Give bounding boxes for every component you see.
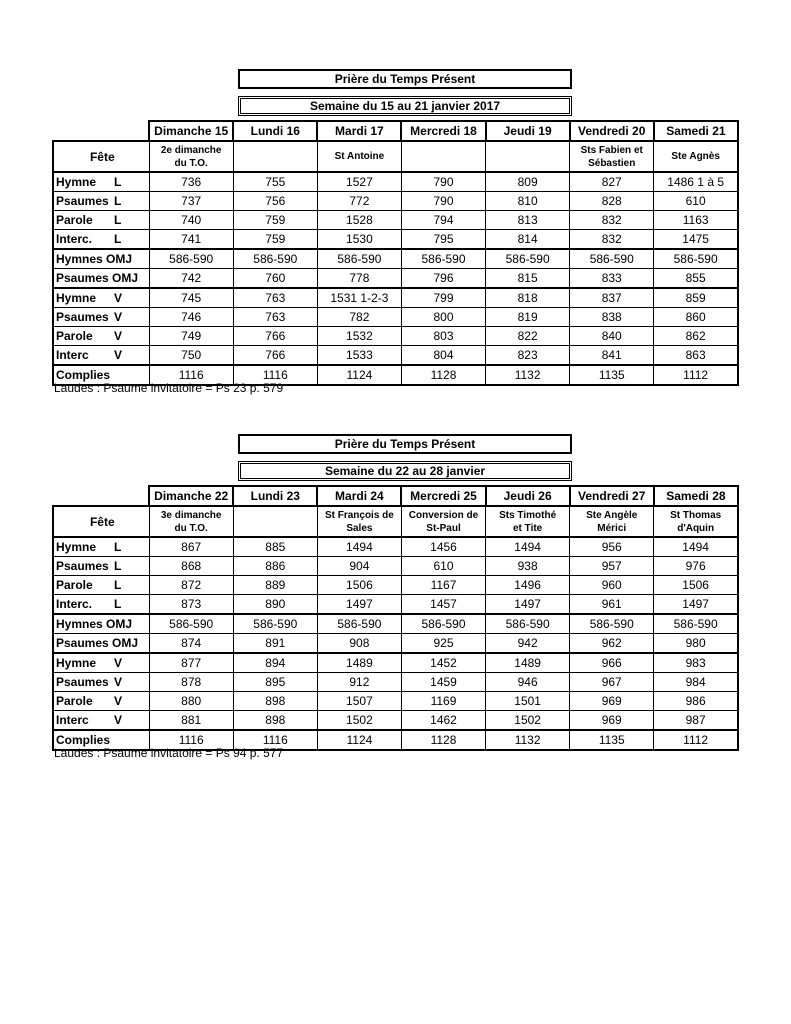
fete-cell bbox=[570, 506, 654, 537]
row-label bbox=[53, 211, 149, 230]
day-header: Vendredi 27 bbox=[570, 486, 654, 506]
page-cell: 894 bbox=[233, 653, 317, 673]
fete-line: St Antoine bbox=[334, 151, 385, 162]
page-cell: 1459 bbox=[401, 673, 485, 692]
table-row bbox=[53, 288, 738, 308]
page-cell: 586-590 bbox=[317, 249, 401, 269]
page-cell: 1128 bbox=[401, 365, 485, 385]
page-cell: 586-590 bbox=[401, 614, 485, 634]
page-cell: 772 bbox=[317, 192, 401, 211]
page-cell: 1167 bbox=[401, 576, 485, 595]
fete-label: Fête bbox=[53, 141, 149, 172]
row-label bbox=[53, 634, 149, 654]
footer-note: Laudes : Psaume invitatoire = Ps 23 p. 579 bbox=[54, 381, 284, 395]
schedule-table bbox=[52, 485, 739, 751]
row-label-name: Hymnes OMJ bbox=[56, 617, 133, 631]
page-cell: 1163 bbox=[654, 211, 738, 230]
row-label-office: V bbox=[114, 348, 123, 362]
page-cell: 862 bbox=[654, 327, 738, 346]
page-cell: 1486 1 à 5 bbox=[654, 172, 738, 192]
page-cell: 795 bbox=[401, 230, 485, 250]
table-row bbox=[53, 595, 738, 615]
page-cell: 745 bbox=[149, 288, 233, 308]
fete-cell bbox=[317, 141, 401, 172]
page-cell: 863 bbox=[654, 346, 738, 366]
fete-cell bbox=[401, 141, 485, 172]
row-label-name: Interc. bbox=[56, 232, 93, 246]
day-header: Mercredi 18 bbox=[401, 121, 485, 141]
row-label-office: L bbox=[114, 559, 122, 573]
page-cell: 1497 bbox=[654, 595, 738, 615]
page-cell: 1457 bbox=[401, 595, 485, 615]
row-label-name: Hymne bbox=[56, 656, 97, 670]
fete-cell bbox=[401, 506, 485, 537]
page-cell: 1532 bbox=[317, 327, 401, 346]
row-label-name: Psaumes bbox=[56, 675, 109, 689]
fete-cell bbox=[233, 506, 317, 537]
fete-row bbox=[53, 141, 738, 172]
page-cell: 809 bbox=[486, 172, 570, 192]
page-cell: 1496 bbox=[486, 576, 570, 595]
row-label bbox=[53, 557, 149, 576]
page-cell: 983 bbox=[654, 653, 738, 673]
row-label-name: Complies bbox=[56, 733, 111, 747]
page-cell: 891 bbox=[233, 634, 317, 654]
table-row bbox=[53, 230, 738, 250]
page-cell: 755 bbox=[233, 172, 317, 192]
page-cell: 1124 bbox=[317, 730, 401, 750]
page-cell: 1116 bbox=[149, 365, 233, 385]
page-cell: 782 bbox=[317, 308, 401, 327]
day-header: Jeudi 26 bbox=[486, 486, 570, 506]
table-row bbox=[53, 711, 738, 731]
page-cell: 1506 bbox=[317, 576, 401, 595]
page-cell: 881 bbox=[149, 711, 233, 731]
row-label bbox=[53, 308, 149, 327]
page-cell: 822 bbox=[486, 327, 570, 346]
page-cell: 976 bbox=[654, 557, 738, 576]
fete-cell bbox=[654, 506, 738, 537]
row-label-name: Psaumes bbox=[56, 310, 109, 324]
table-row bbox=[53, 692, 738, 711]
fete-line: et Tite bbox=[512, 522, 543, 534]
row-label-office: L bbox=[114, 232, 122, 246]
day-header: Samedi 21 bbox=[654, 121, 738, 141]
page-cell: 800 bbox=[401, 308, 485, 327]
table-row bbox=[53, 634, 738, 654]
page-cell: 980 bbox=[654, 634, 738, 654]
row-label-name: Parole bbox=[56, 213, 93, 227]
fete-cell bbox=[486, 141, 570, 172]
page-cell: 986 bbox=[654, 692, 738, 711]
table-row bbox=[53, 172, 738, 192]
page-cell: 1135 bbox=[570, 730, 654, 750]
page-cell: 763 bbox=[233, 288, 317, 308]
page-cell: 1169 bbox=[401, 692, 485, 711]
fete-line: Ste Agnès bbox=[671, 151, 720, 162]
page-cell: 962 bbox=[570, 634, 654, 654]
row-label-name: Interc bbox=[56, 348, 89, 362]
row-label bbox=[53, 537, 149, 557]
schedule-table bbox=[52, 120, 739, 386]
block-title: Prière du Temps Présent bbox=[238, 69, 572, 89]
page-cell: 880 bbox=[149, 692, 233, 711]
row-label-name: Psaumes OMJ bbox=[56, 271, 139, 285]
fete-line: St Thomas bbox=[670, 509, 722, 521]
page-cell: 960 bbox=[570, 576, 654, 595]
page-cell: 796 bbox=[401, 269, 485, 289]
page-cell: 1530 bbox=[317, 230, 401, 250]
page-cell: 961 bbox=[570, 595, 654, 615]
page-cell: 586-590 bbox=[401, 249, 485, 269]
day-header: Vendredi 20 bbox=[570, 121, 654, 141]
row-label bbox=[53, 576, 149, 595]
page-cell: 746 bbox=[149, 308, 233, 327]
row-label bbox=[53, 269, 149, 289]
fete-row bbox=[53, 506, 738, 537]
page-cell: 1489 bbox=[486, 653, 570, 673]
row-label-name: Psaumes bbox=[56, 194, 109, 208]
page-cell: 890 bbox=[233, 595, 317, 615]
page-cell: 1502 bbox=[486, 711, 570, 731]
page-cell: 586-590 bbox=[570, 614, 654, 634]
page-cell: 1128 bbox=[401, 730, 485, 750]
page-cell: 877 bbox=[149, 653, 233, 673]
page-cell: 872 bbox=[149, 576, 233, 595]
page-cell: 912 bbox=[317, 673, 401, 692]
row-label bbox=[53, 673, 149, 692]
header-corner bbox=[53, 121, 149, 141]
row-label-office: V bbox=[114, 310, 123, 324]
page-cell: 878 bbox=[149, 673, 233, 692]
page-cell: 860 bbox=[654, 308, 738, 327]
page-cell: 1502 bbox=[317, 711, 401, 731]
page-cell: 925 bbox=[401, 634, 485, 654]
page-cell: 838 bbox=[570, 308, 654, 327]
fete-cell bbox=[233, 141, 317, 172]
page-cell: 760 bbox=[233, 269, 317, 289]
row-label-name: Hymne bbox=[56, 175, 97, 189]
page-cell: 586-590 bbox=[654, 249, 738, 269]
fete-line: Sébastien bbox=[588, 157, 636, 169]
row-label-office: L bbox=[114, 213, 122, 227]
table-row bbox=[53, 211, 738, 230]
table-row bbox=[53, 269, 738, 289]
page-cell: 586-590 bbox=[233, 614, 317, 634]
page-cell: 873 bbox=[149, 595, 233, 615]
page-cell: 868 bbox=[149, 557, 233, 576]
page-cell: 610 bbox=[401, 557, 485, 576]
page-cell: 586-590 bbox=[486, 249, 570, 269]
page-cell: 895 bbox=[233, 673, 317, 692]
row-label-office: V bbox=[114, 656, 123, 670]
page-cell: 1533 bbox=[317, 346, 401, 366]
fete-line: 2e dimanche bbox=[160, 144, 222, 156]
day-header: Mercredi 25 bbox=[401, 486, 485, 506]
day-header: Dimanche 22 bbox=[149, 486, 233, 506]
fete-line: d'Aquin bbox=[677, 522, 715, 534]
row-label-office: L bbox=[114, 578, 122, 592]
page-cell: 967 bbox=[570, 673, 654, 692]
page-cell: 759 bbox=[233, 230, 317, 250]
page-cell: 867 bbox=[149, 537, 233, 557]
table-row bbox=[53, 249, 738, 269]
row-label bbox=[53, 692, 149, 711]
day-header: Lundi 16 bbox=[233, 121, 317, 141]
fete-line: Sales bbox=[346, 522, 373, 534]
page-cell: 766 bbox=[233, 327, 317, 346]
page-cell: 586-590 bbox=[654, 614, 738, 634]
page-cell: 1507 bbox=[317, 692, 401, 711]
page-cell: 586-590 bbox=[570, 249, 654, 269]
fete-line: du T.O. bbox=[174, 522, 208, 534]
row-label-name: Interc. bbox=[56, 597, 93, 611]
row-label-name: Parole bbox=[56, 694, 93, 708]
page-cell: 1475 bbox=[654, 230, 738, 250]
week-title: Semaine du 15 au 21 janvier 2017 bbox=[238, 96, 572, 116]
page-cell: 1506 bbox=[654, 576, 738, 595]
page-cell: 1494 bbox=[654, 537, 738, 557]
row-label bbox=[53, 230, 149, 250]
page-cell: 1497 bbox=[317, 595, 401, 615]
fete-line: St-Paul bbox=[426, 522, 461, 534]
fete-line: Conversion de bbox=[408, 509, 479, 521]
row-label-name: Psaumes bbox=[56, 559, 109, 573]
row-label bbox=[53, 595, 149, 615]
row-label-office: L bbox=[114, 175, 122, 189]
page-cell: 823 bbox=[486, 346, 570, 366]
page-cell: 828 bbox=[570, 192, 654, 211]
row-label bbox=[53, 327, 149, 346]
page-cell: 1132 bbox=[486, 730, 570, 750]
table-row bbox=[53, 614, 738, 634]
page-cell: 1456 bbox=[401, 537, 485, 557]
page-cell: 759 bbox=[233, 211, 317, 230]
page-cell: 740 bbox=[149, 211, 233, 230]
day-header: Samedi 28 bbox=[654, 486, 738, 506]
page-cell: 1489 bbox=[317, 653, 401, 673]
page-cell: 1531 1-2-3 bbox=[317, 288, 401, 308]
page-cell: 804 bbox=[401, 346, 485, 366]
page-cell: 818 bbox=[486, 288, 570, 308]
row-label bbox=[53, 192, 149, 211]
fete-line: 3e dimanche bbox=[160, 509, 222, 521]
fete-cell bbox=[149, 506, 233, 537]
table-row bbox=[53, 346, 738, 366]
fete-label: Fête bbox=[53, 506, 149, 537]
page-cell: 749 bbox=[149, 327, 233, 346]
row-label bbox=[53, 653, 149, 673]
page-cell: 737 bbox=[149, 192, 233, 211]
page-cell: 586-590 bbox=[233, 249, 317, 269]
page-cell: 766 bbox=[233, 346, 317, 366]
page-cell: 790 bbox=[401, 172, 485, 192]
row-label bbox=[53, 288, 149, 308]
week-title: Semaine du 22 au 28 janvier bbox=[238, 461, 572, 481]
page-cell: 966 bbox=[570, 653, 654, 673]
page-cell: 942 bbox=[486, 634, 570, 654]
page-cell: 904 bbox=[317, 557, 401, 576]
page-cell: 810 bbox=[486, 192, 570, 211]
page-cell: 815 bbox=[486, 269, 570, 289]
row-label-office: V bbox=[114, 675, 123, 689]
page-cell: 814 bbox=[486, 230, 570, 250]
day-header: Mardi 24 bbox=[317, 486, 401, 506]
page-cell: 736 bbox=[149, 172, 233, 192]
fete-cell bbox=[654, 141, 738, 172]
row-label-office: V bbox=[114, 291, 123, 305]
fete-cell bbox=[149, 141, 233, 172]
fete-line: Ste Angèle bbox=[586, 509, 638, 521]
page-cell: 1462 bbox=[401, 711, 485, 731]
page-cell: 841 bbox=[570, 346, 654, 366]
fete-line: Sts Fabien et bbox=[580, 144, 643, 156]
fete-line: Sts Timothé bbox=[499, 509, 557, 521]
fete-line: Mérici bbox=[597, 522, 627, 534]
row-label-name: Parole bbox=[56, 578, 93, 592]
page-cell: 799 bbox=[401, 288, 485, 308]
page-cell: 778 bbox=[317, 269, 401, 289]
page-cell: 586-590 bbox=[149, 614, 233, 634]
page-cell: 813 bbox=[486, 211, 570, 230]
row-label bbox=[53, 249, 149, 269]
page-cell: 833 bbox=[570, 269, 654, 289]
row-label bbox=[53, 346, 149, 366]
table-row bbox=[53, 673, 738, 692]
page-cell: 908 bbox=[317, 634, 401, 654]
row-label-name: Hymne bbox=[56, 540, 97, 554]
table-row bbox=[53, 653, 738, 673]
page-cell: 1494 bbox=[317, 537, 401, 557]
page-cell: 750 bbox=[149, 346, 233, 366]
row-label-name: Interc bbox=[56, 713, 89, 727]
page-cell: 741 bbox=[149, 230, 233, 250]
page-cell: 1494 bbox=[486, 537, 570, 557]
page-cell: 763 bbox=[233, 308, 317, 327]
page-cell: 1116 bbox=[233, 730, 317, 750]
row-label-name: Psaumes OMJ bbox=[56, 636, 139, 650]
row-label bbox=[53, 614, 149, 634]
page-cell: 832 bbox=[570, 230, 654, 250]
page-cell: 898 bbox=[233, 692, 317, 711]
page-cell: 889 bbox=[233, 576, 317, 595]
page-cell: 610 bbox=[654, 192, 738, 211]
page-cell: 586-590 bbox=[486, 614, 570, 634]
fete-cell bbox=[486, 506, 570, 537]
table-row bbox=[53, 557, 738, 576]
day-header-row bbox=[53, 121, 738, 141]
page-cell: 586-590 bbox=[149, 249, 233, 269]
table-row bbox=[53, 327, 738, 346]
page-cell: 1132 bbox=[486, 365, 570, 385]
page-cell: 827 bbox=[570, 172, 654, 192]
row-label-name: Complies bbox=[56, 368, 111, 382]
row-label-name: Hymne bbox=[56, 291, 97, 305]
page-cell: 1124 bbox=[317, 365, 401, 385]
page-cell: 859 bbox=[654, 288, 738, 308]
table-row bbox=[53, 576, 738, 595]
row-label bbox=[53, 172, 149, 192]
page-cell: 1527 bbox=[317, 172, 401, 192]
fete-cell bbox=[570, 141, 654, 172]
day-header: Lundi 23 bbox=[233, 486, 317, 506]
row-label-office: V bbox=[114, 329, 123, 343]
page-cell: 984 bbox=[654, 673, 738, 692]
page-cell: 1501 bbox=[486, 692, 570, 711]
page-cell: 874 bbox=[149, 634, 233, 654]
page-cell: 819 bbox=[486, 308, 570, 327]
page-cell: 969 bbox=[570, 711, 654, 731]
table-row bbox=[53, 537, 738, 557]
footer-note: Laudes : Psaume invitatoire = Ps 94 p. 577 bbox=[54, 746, 284, 760]
page-cell: 1112 bbox=[654, 365, 738, 385]
page-cell: 837 bbox=[570, 288, 654, 308]
fete-line: du T.O. bbox=[174, 157, 208, 169]
page-cell: 886 bbox=[233, 557, 317, 576]
day-header: Dimanche 15 bbox=[149, 121, 233, 141]
page-cell: 1528 bbox=[317, 211, 401, 230]
day-header-row bbox=[53, 486, 738, 506]
page-cell: 987 bbox=[654, 711, 738, 731]
page-cell: 756 bbox=[233, 192, 317, 211]
table-row bbox=[53, 192, 738, 211]
fete-cell bbox=[317, 506, 401, 537]
row-label-name: Parole bbox=[56, 329, 93, 343]
page-cell: 1452 bbox=[401, 653, 485, 673]
header-corner bbox=[53, 486, 149, 506]
page-cell: 586-590 bbox=[317, 614, 401, 634]
page-cell: 742 bbox=[149, 269, 233, 289]
page-cell: 1135 bbox=[570, 365, 654, 385]
page-cell: 1116 bbox=[233, 365, 317, 385]
page-cell: 957 bbox=[570, 557, 654, 576]
day-header: Jeudi 19 bbox=[486, 121, 570, 141]
table-row bbox=[53, 308, 738, 327]
page-cell: 855 bbox=[654, 269, 738, 289]
page-cell: 840 bbox=[570, 327, 654, 346]
row-label-office: L bbox=[114, 540, 122, 554]
page-cell: 1497 bbox=[486, 595, 570, 615]
row-label-office: V bbox=[114, 694, 123, 708]
page-cell: 1112 bbox=[654, 730, 738, 750]
fete-line: St François de bbox=[324, 509, 394, 521]
page-cell: 898 bbox=[233, 711, 317, 731]
row-label-name: Hymnes OMJ bbox=[56, 252, 133, 266]
page-cell: 969 bbox=[570, 692, 654, 711]
page-cell: 885 bbox=[233, 537, 317, 557]
page-cell: 794 bbox=[401, 211, 485, 230]
page-cell: 1116 bbox=[149, 730, 233, 750]
row-label-office: L bbox=[114, 194, 122, 208]
page-cell: 790 bbox=[401, 192, 485, 211]
page-cell: 832 bbox=[570, 211, 654, 230]
block-title: Prière du Temps Présent bbox=[238, 434, 572, 454]
page-cell: 938 bbox=[486, 557, 570, 576]
page-cell: 956 bbox=[570, 537, 654, 557]
page-cell: 803 bbox=[401, 327, 485, 346]
page-cell: 946 bbox=[486, 673, 570, 692]
row-label-office: V bbox=[114, 713, 123, 727]
row-label bbox=[53, 711, 149, 731]
day-header: Mardi 17 bbox=[317, 121, 401, 141]
row-label-office: L bbox=[114, 597, 122, 611]
